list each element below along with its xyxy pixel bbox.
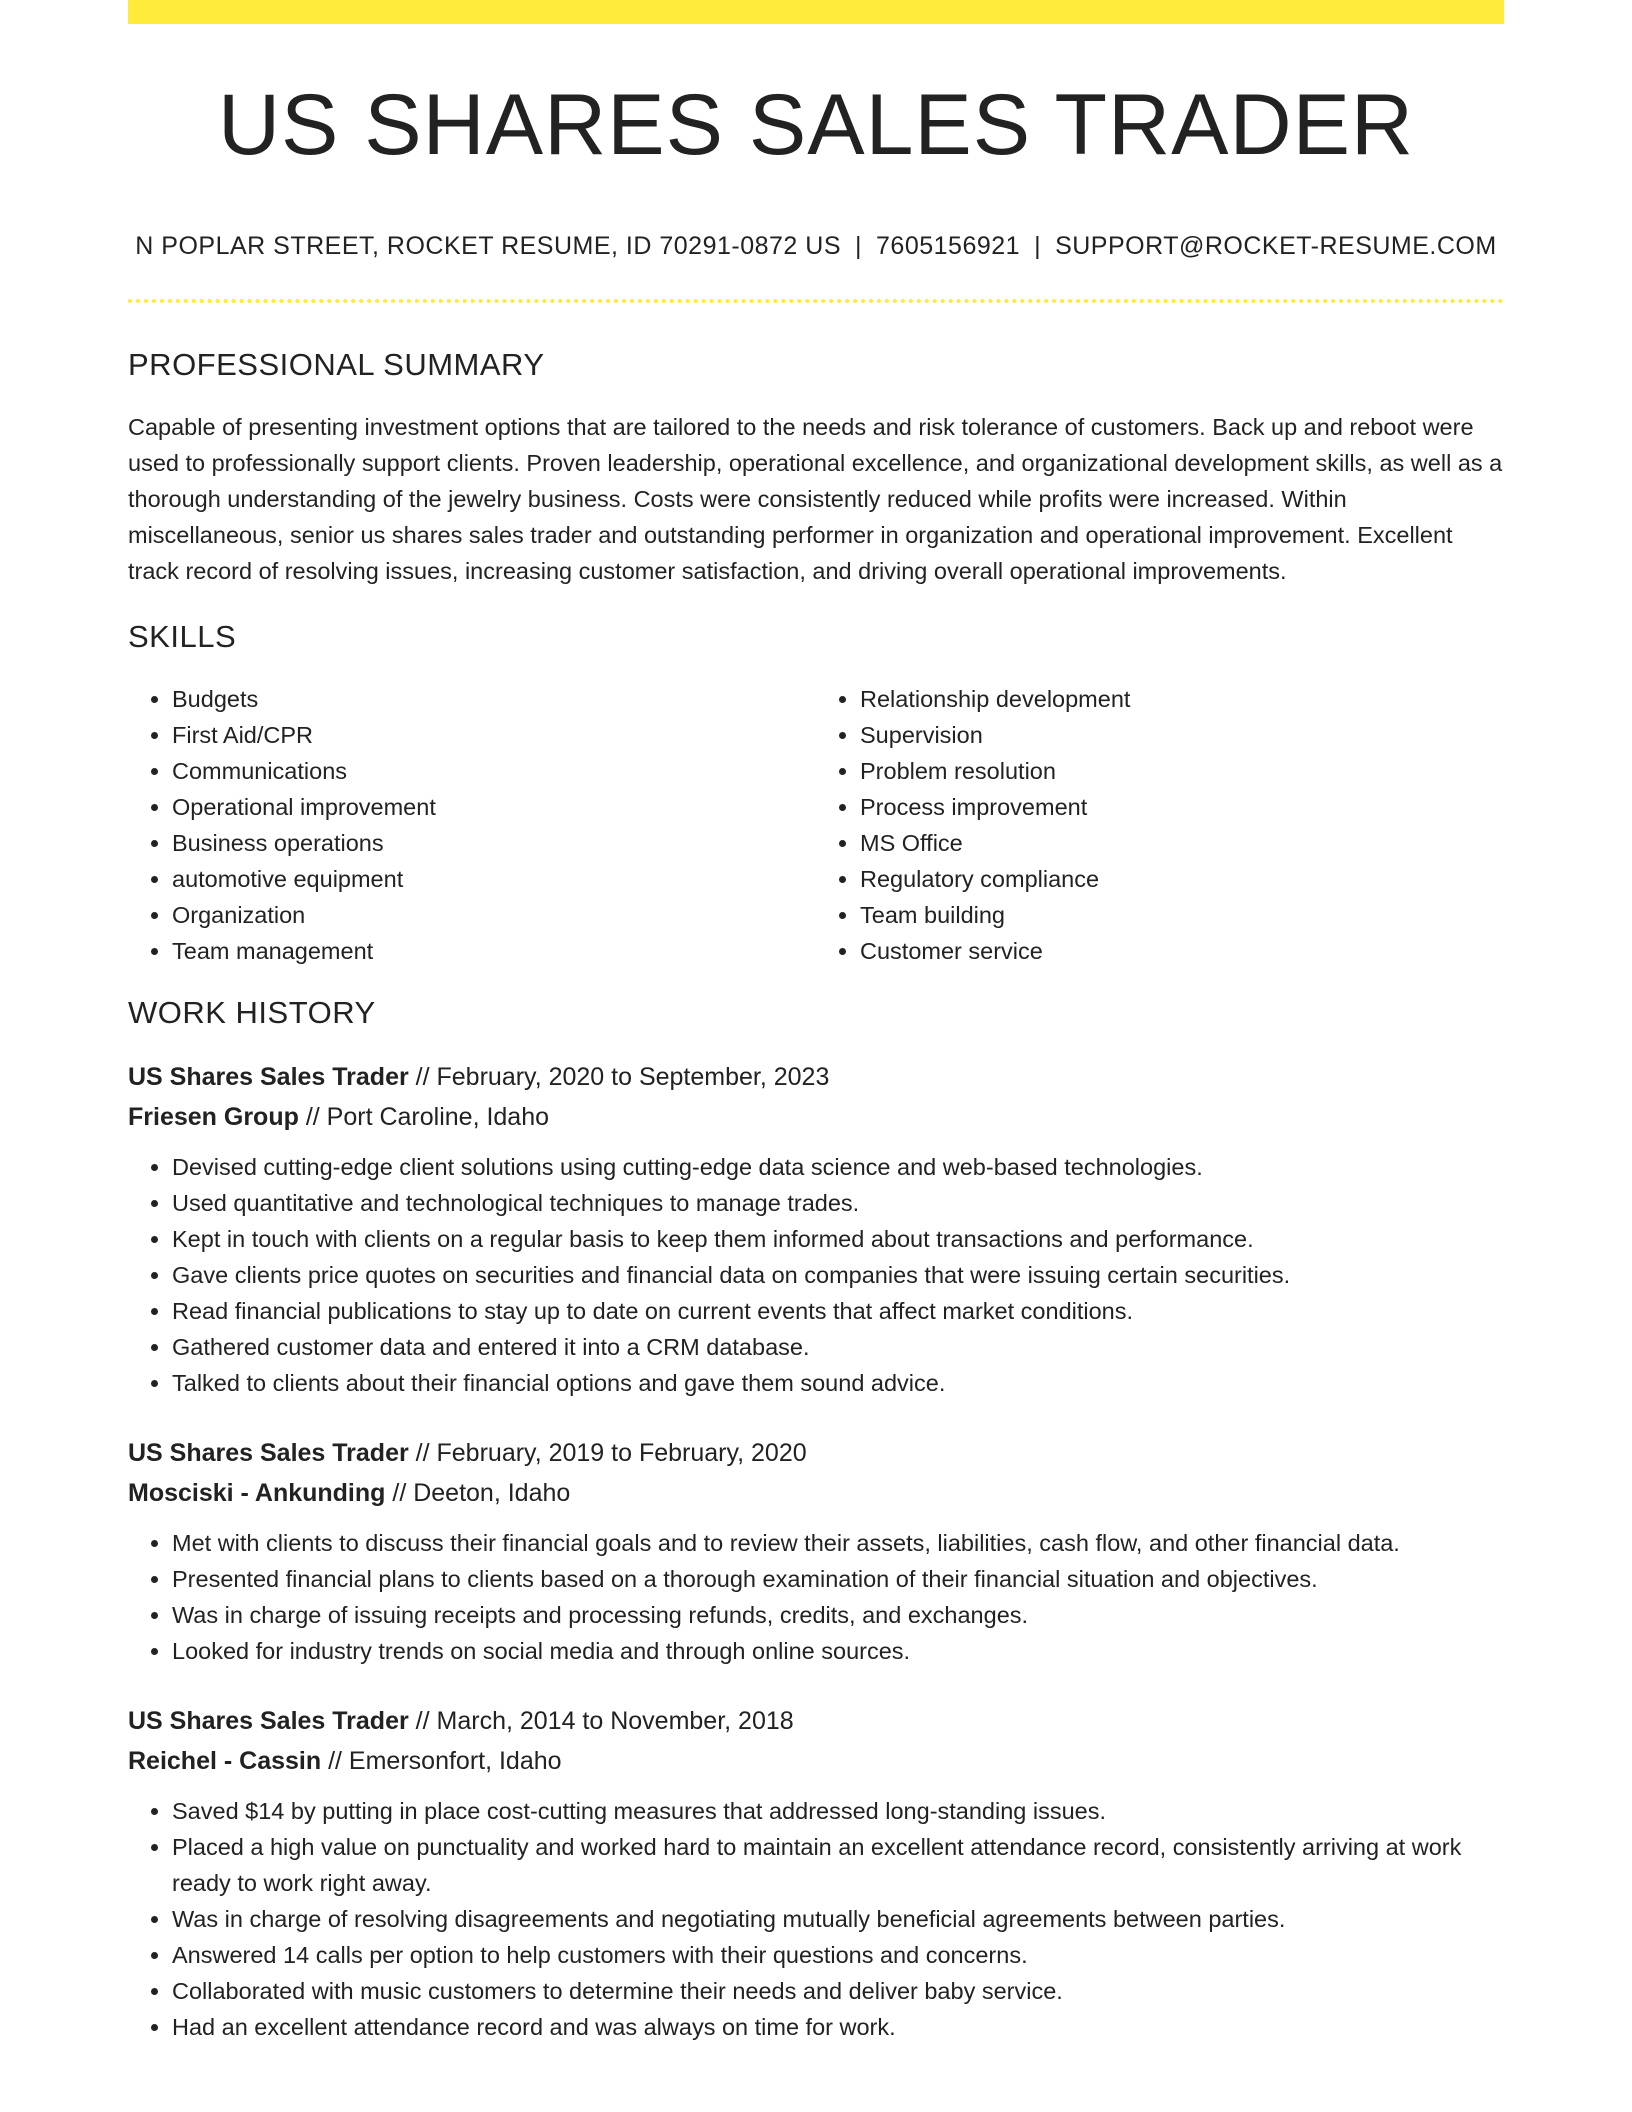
skill-item: • Customer service	[860, 933, 1504, 969]
duty-item: • Placed a high value on punctuality and worked hard to maintain an excellent attendance record, consistently arriving at work ready to work right away.	[172, 1829, 1504, 1901]
duty-item: • Used quantitative and technological techniques to manage trades.	[172, 1185, 1504, 1221]
contact-line	[128, 232, 1504, 261]
skill-item: • Communications	[172, 753, 816, 789]
skill-item: • automotive equipment	[172, 861, 816, 897]
contact-email: SUPPORT@ROCKET-RESUME.COM	[1055, 232, 1497, 260]
job-company-line	[128, 1473, 1504, 1513]
duty-item: • Looked for industry trends on social media and through online sources.	[172, 1633, 1504, 1669]
skills-columns	[128, 681, 1504, 969]
duty-item: • Gathered customer data and entered it into a CRM database.	[172, 1329, 1504, 1365]
duty-item: • Had an excellent attendance record and was always on time for work.	[172, 2009, 1504, 2045]
summary-text: Capable of presenting investment options that are tailored to the needs and risk tolerance of customers. Back up and reboot were used to professionally support clients. Proven leadership, operational excellence, and organizational development skills, as well as a thorough understanding of the jewelry business. Costs were consistently reduced while profits were increased. Within miscellaneous, senior us shares sales trader and outstanding performer in organization and operational improvement. Excellent track record of resolving issues, increasing customer satisfaction, and driving overall operational improvements.	[128, 414, 1503, 584]
duty-item: • Read financial publications to stay up to date on current events that affect market conditions.	[172, 1293, 1504, 1329]
duty-item: • Gave clients price quotes on securities and financial data on companies that were issuing certain securities.	[172, 1257, 1504, 1293]
job-role: US Shares Sales Trader	[128, 1439, 409, 1467]
duty-item: • Kept in touch with clients on a regular basis to keep them informed about transactions and performance.	[172, 1221, 1504, 1257]
skill-item: • Problem resolution	[860, 753, 1504, 789]
candidate-name: US SHARES SALES TRADER	[217, 77, 1415, 173]
duty-item: • Was in charge of resolving disagreements and negotiating mutually beneficial agreements between parties.	[172, 1901, 1504, 1937]
job-company-line	[128, 1097, 1504, 1137]
skills-list-right	[816, 681, 1504, 969]
skill-item: • Budgets	[172, 681, 816, 717]
job-duties-list	[128, 1149, 1504, 1401]
skill-item: • Supervision	[860, 717, 1504, 753]
skill-item: • MS Office	[860, 825, 1504, 861]
job-role: US Shares Sales Trader	[128, 1707, 409, 1735]
job-role-line	[128, 1701, 1504, 1741]
skills-heading: SKILLS	[128, 619, 237, 654]
work-history-heading: WORK HISTORY	[128, 995, 376, 1030]
job-duties-list	[128, 1525, 1504, 1669]
duty-item: • Was in charge of issuing receipts and processing refunds, credits, and exchanges.	[172, 1597, 1504, 1633]
duty-item: • Saved $14 by putting in place cost-cutting measures that addressed long-standing issues.	[172, 1793, 1504, 1829]
job-role-line	[128, 1057, 1504, 1097]
duty-item: • Met with clients to discuss their financial goals and to review their assets, liabilities, cash flow, and other financial data.	[172, 1525, 1504, 1561]
header-divider	[128, 299, 1504, 303]
skill-item: • Team building	[860, 897, 1504, 933]
skill-item: • Organization	[172, 897, 816, 933]
job-company: Friesen Group	[128, 1103, 299, 1131]
skill-item: • Process improvement	[860, 789, 1504, 825]
contact-address: N POPLAR STREET, ROCKET RESUME, ID 70291-0872 US	[135, 232, 842, 260]
skill-item: • Relationship development	[860, 681, 1504, 717]
job-dates: // February, 2020 to September, 2023	[415, 1063, 830, 1091]
skill-item: • Regulatory compliance	[860, 861, 1504, 897]
job-dates: // February, 2019 to February, 2020	[415, 1439, 807, 1467]
duty-item: • Presented financial plans to clients based on a thorough examination of their financial situation and objectives.	[172, 1561, 1504, 1597]
skills-list-left	[128, 681, 816, 969]
summary-heading: PROFESSIONAL SUMMARY	[128, 347, 545, 382]
job-role: US Shares Sales Trader	[128, 1063, 409, 1091]
job-location: // Emersonfort, Idaho	[328, 1747, 562, 1775]
contact-separator: |	[855, 232, 863, 260]
contact-phone: 7605156921	[876, 232, 1021, 260]
duty-item: • Answered 14 calls per option to help customers with their questions and concerns.	[172, 1937, 1504, 1973]
job-dates: // March, 2014 to November, 2018	[415, 1707, 794, 1735]
job-location: // Port Caroline, Idaho	[305, 1103, 550, 1131]
job-company: Mosciski - Ankunding	[128, 1479, 386, 1507]
job-role-line	[128, 1433, 1504, 1473]
job-location: // Deeton, Idaho	[392, 1479, 571, 1507]
job-company-line	[128, 1741, 1504, 1781]
accent-top-bar	[128, 0, 1504, 24]
skill-item: • Business operations	[172, 825, 816, 861]
duty-item: • Talked to clients about their financial options and gave them sound advice.	[172, 1365, 1504, 1401]
skill-item: • Operational improvement	[172, 789, 816, 825]
contact-separator: |	[1034, 232, 1042, 260]
resume-page	[128, 0, 1504, 2045]
duty-item: • Devised cutting-edge client solutions using cutting-edge data science and web-based technologies.	[172, 1149, 1504, 1185]
job-company: Reichel - Cassin	[128, 1747, 322, 1775]
job-duties-list	[128, 1793, 1504, 2045]
skill-item: • Team management	[172, 933, 816, 969]
duty-item: • Collaborated with music customers to determine their needs and deliver baby service.	[172, 1973, 1504, 2009]
skill-item: • First Aid/CPR	[172, 717, 816, 753]
